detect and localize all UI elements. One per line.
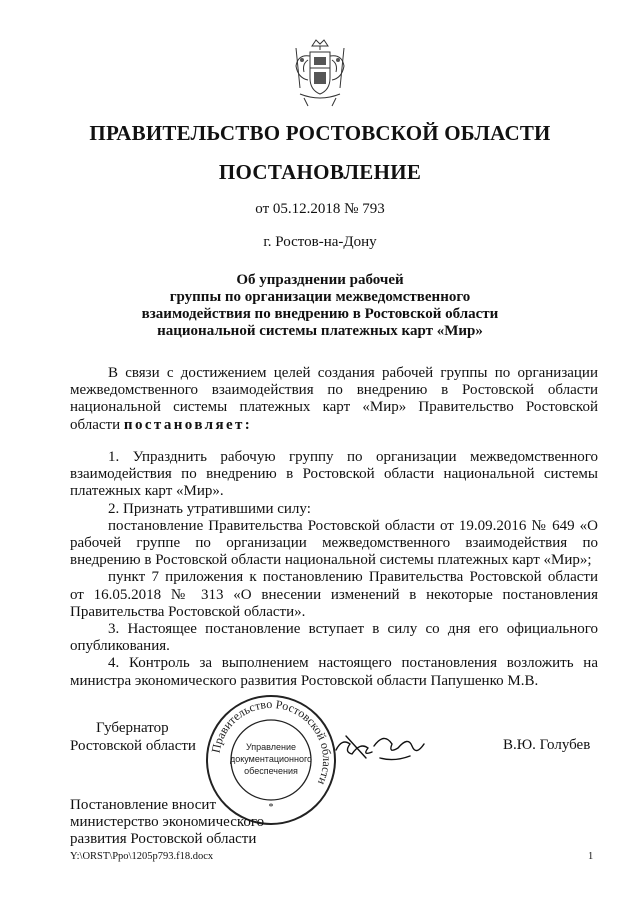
subject-line: национальной системы платежных карт «Мир» xyxy=(157,323,483,339)
seal-center-line: Управление xyxy=(245,742,297,752)
organization-title: ПРАВИТЕЛЬСТВО РОСТОВСКОЙ ОБЛАСТИ xyxy=(89,121,551,145)
signatory-position xyxy=(70,720,196,755)
decree-item: 3. Настоящее постановление вступает в силу со дня его официального опубликования. xyxy=(70,621,598,655)
preamble-text: В связи с достижением целей создания рабочей группы по организации межведомственного взаимодействия по внедрению в Ростовской области национальной системы платежных карт «Мир» Правительство Ростовской области xyxy=(70,365,598,433)
subject-line: взаимодействия по внедрению в Ростовской области xyxy=(141,306,499,322)
introduced-by-line: развития Ростовской области xyxy=(70,831,257,847)
introduced-by-line: министерство экономического xyxy=(70,814,265,830)
seal-center-line: обеспечения xyxy=(244,766,298,776)
seal-center-line: документационного xyxy=(229,754,313,764)
decree-word: постановляет: xyxy=(123,416,253,433)
decree-item: постановление Правительства Ростовской области от 19.09.2016 № 649 «О рабочей группе по организации межведомственного взаимодействия по внедрению в Ростовской области национальной системы платежных карт «Мир»; xyxy=(70,517,598,569)
introduced-by-line: Постановление вносит xyxy=(70,797,217,813)
signatory-title: Губернатор xyxy=(96,720,169,736)
footer-file-path: Y:\ORST\Ppo\1205p793.f18.docx xyxy=(70,851,214,862)
signatory-name: В.Ю. Голубев xyxy=(503,737,591,753)
handwritten-signature xyxy=(332,722,432,767)
document-type: ПОСТАНОВЛЕНИЕ xyxy=(218,160,422,184)
seal-ring-text: Правительство Ростовской области xyxy=(208,696,335,788)
decree-item: пункт 7 приложения к постановлению Правительства Ростовской области от 16.05.2018 № 313 «О внесении изменений в некоторые постановления Правительства Ростовской области». xyxy=(70,569,598,620)
document-date-number: от 05.12.2018 № 793 xyxy=(255,201,385,217)
introduced-by-note xyxy=(70,797,264,848)
document-city: г. Ростов-на-Дону xyxy=(263,234,377,250)
footer-page-number: 1 xyxy=(588,851,594,862)
decree-item: 2. Признать утратившими силу: xyxy=(108,500,311,517)
preamble xyxy=(70,365,598,434)
signatory-region: Ростовской области xyxy=(70,737,196,754)
decree-item: 4. Контроль за выполнением настоящего постановления возложить на министра экономического развития Ростовской области Папушенко М.В. xyxy=(70,655,598,689)
coat-of-arms-emblem xyxy=(290,38,350,110)
document-subject xyxy=(0,272,640,340)
svg-text:*: * xyxy=(268,802,274,813)
decree-item: 1. Упразднить рабочую группу по организации межведомственного взаимодействия по внедрению в Ростовской области национальной системы платежных карт «Мир». xyxy=(70,449,598,500)
subject-line: Об упразднении рабочей xyxy=(236,272,404,288)
decree-items xyxy=(70,449,598,690)
subject-line: группы по организации межведомственного xyxy=(169,289,471,305)
